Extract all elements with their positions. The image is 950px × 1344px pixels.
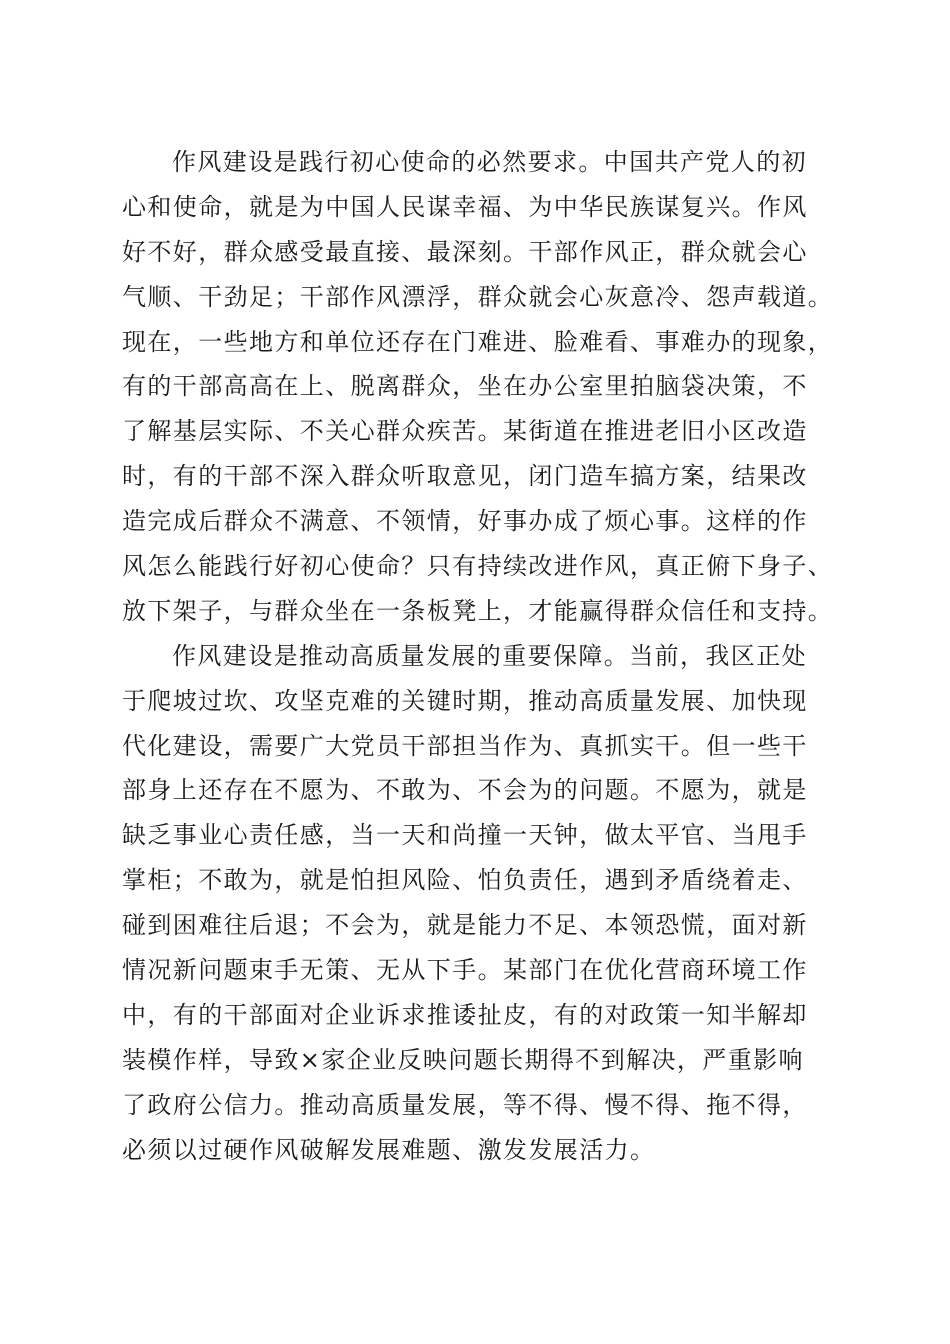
paragraph-1 [122,140,834,634]
text-line: 作风建设是践行初心使命的必然要求。中国共产党人的初 [172,148,807,176]
text-line: 心和使命，就是为中国人民谋幸福、为中华民族谋复兴。作风 [122,192,808,221]
text-line: 代化建设，需要广大党员干部担当作为、真抓实干。但一些干 [122,731,808,760]
text-line: 时，有的干部不深入群众听取意见，闭门造车搞方案，结果改 [122,462,808,491]
text-line: 碰到困难往后退；不会为，就是能力不足、本领恐慌，面对新 [122,911,808,940]
text-line: 装模作样，导致×家企业反映问题长期得不到解决，严重影响 [122,1045,804,1074]
text-line: 造完成后群众不满意、不领情，好事办成了烦心事。这样的作 [122,507,808,536]
text-line: 风怎么能践行好初心使命？只有持续改进作风，真正俯下身子、 [122,552,834,581]
paragraph-2 [122,634,834,1173]
text-line: 必须以过硬作风破解发展难题、激发发展活力。 [122,1135,656,1164]
text-line: 于爬坡过坎、攻坚克难的关键时期，推动高质量发展、加快现 [122,686,808,715]
text-line: 缺乏事业心责任感，当一天和尚撞一天钟，做太平官、当甩手 [122,821,808,850]
document-body [122,140,834,1172]
text-line: 了政府公信力。推动高质量发展，等不得、慢不得、拖不得， [122,1090,808,1119]
text-line: 情况新问题束手无策、无从下手。某部门在优化营商环境工作 [122,956,808,985]
text-line: 部身上还存在不愿为、不敢为、不会为的问题。不愿为，就是 [122,776,808,805]
text-line: 气顺、干劲足；干部作风漂浮，群众就会心灰意冷、怨声载道。 [122,282,834,311]
text-line: 掌柜；不敢为，就是怕担风险、怕负责任，遇到矛盾绕着走、 [122,866,808,895]
text-line: 了解基层实际、不关心群众疾苦。某街道在推进老旧小区改造 [122,417,808,446]
text-line: 中，有的干部面对企业诉求推诿扯皮，有的对政策一知半解却 [122,1000,808,1029]
text-line: 放下架子，与群众坐在一条板凳上，才能赢得群众信任和支持。 [122,596,834,625]
text-line: 作风建设是推动高质量发展的重要保障。当前，我区正处 [172,641,807,670]
text-line: 现在，一些地方和单位还存在门难进、脸难看、事难办的现象， [122,327,834,356]
text-line: 有的干部高高在上、脱离群众，坐在办公室里拍脑袋决策，不 [122,372,808,401]
text-line: 好不好，群众感受最直接、最深刻。干部作风正，群众就会心 [122,237,808,266]
